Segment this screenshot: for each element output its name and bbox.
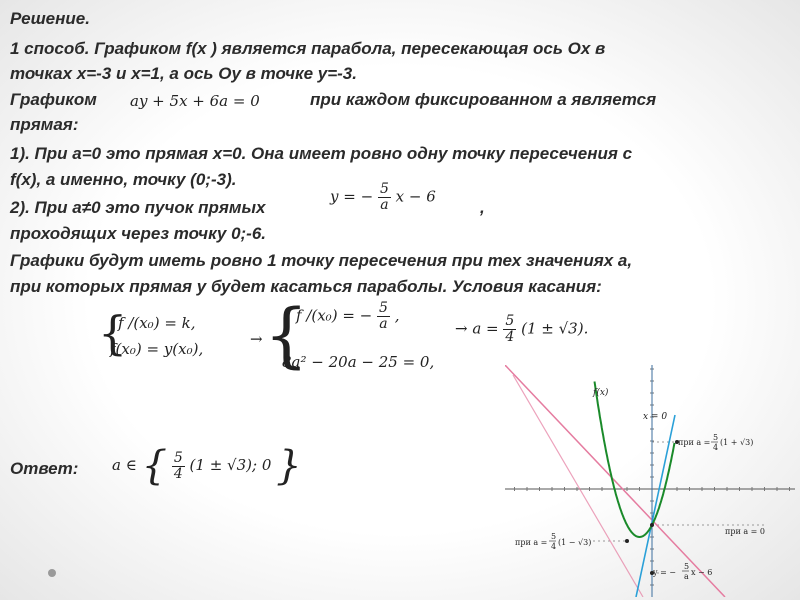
system2-row1-end: , (394, 306, 400, 325)
arrow-implies-1: → (250, 330, 263, 348)
heading-solution: Решение. (10, 9, 90, 28)
label-pencil-den: a (684, 572, 689, 581)
text-line-tangency: при которых прямая у будет касаться параболы. Условия касания: (10, 277, 602, 296)
answer-lhs: a ∈ (112, 456, 137, 474)
result-fraction (503, 314, 516, 345)
text-line-points: точках х=-3 и х=1, а ось Оу в точке у=-3. (10, 64, 357, 83)
slide-bullet-dot (48, 569, 56, 577)
label-pencil-suffix: x − 6 (691, 568, 713, 577)
text-line-through-point: проходящих через точку 0;-6. (10, 224, 267, 243)
fraction-numerator: 5 (173, 449, 183, 466)
formula-pencil (330, 182, 436, 213)
fraction-numerator: 5 (379, 300, 388, 316)
system2-row1-lhs: f /(x₀) = − (296, 306, 373, 325)
system1-row2: f(x₀) = y(x₀), (110, 340, 204, 358)
label-a-minus-suffix: (1 − √3) (558, 538, 592, 547)
parabola-curve (595, 382, 675, 538)
fraction-numerator: 5 (505, 313, 515, 329)
label-a-plus-suffix: (1 + √3) (720, 438, 754, 447)
answer-label: Ответ: (10, 459, 79, 478)
label-x-zero: x = 0 (643, 412, 668, 422)
label-fx: f(x) (593, 388, 609, 398)
function-graph (505, 365, 795, 597)
system2-brace: { (264, 294, 309, 376)
label-a-plus-den: 4 (713, 443, 719, 452)
fraction-denominator: a (380, 197, 389, 213)
formula-result (455, 314, 588, 345)
label-a-minus-den: 4 (551, 542, 557, 551)
formula-answer (112, 443, 302, 489)
tangent-line-a-minus (505, 365, 725, 597)
answer-close-brace: } (276, 443, 302, 489)
system2-row2: 8a² − 20a − 25 = 0, (282, 353, 435, 371)
result-rhs: (1 ± √3). (521, 319, 589, 338)
fraction-denominator: 4 (173, 465, 183, 482)
label-a-minus-num: 5 (551, 532, 557, 541)
label-pencil: y = − (653, 568, 677, 577)
text-line-graph-prefix: Графиком (10, 90, 97, 109)
fraction-denominator: a (379, 316, 388, 332)
tangent-line-pink-secondary (513, 375, 643, 597)
label-a-zero: при a = 0 (725, 527, 765, 536)
text-line-case1: 1). При а=0 это прямая х=0. Она имеет ровно одну точку пересечения с (10, 144, 633, 163)
text-line-point: f(x), а именно, точку (0;-3). (10, 170, 237, 189)
label-pencil-num: 5 (684, 562, 690, 571)
answer-rhs: (1 ± √3); 0 (189, 456, 272, 474)
label-a-plus-num: 5 (713, 433, 719, 442)
formula-pencil-rhs: x − 6 (395, 187, 436, 206)
text-line-method1: 1 способ. Графиком f(x ) является парабола, пересекающая ось Ох в (10, 39, 606, 58)
answer-open-brace: { (141, 443, 168, 489)
formula-line-equation: ay + 5x + 6a = 0 (130, 92, 260, 110)
tangent-point-a-minus (625, 539, 629, 543)
text-line-case2: 2). При а≠0 это пучок прямых (10, 198, 266, 217)
label-a-minus: при a = (515, 538, 548, 547)
answer-fraction (172, 451, 185, 482)
text-line-condition: Графики будут иметь ровно 1 точку пересечения при тех значениях а, (10, 251, 633, 270)
system2-row1 (296, 301, 400, 332)
system2-row1-fraction (377, 301, 390, 332)
fraction-numerator: 5 (379, 181, 389, 197)
system1-brace: { (98, 306, 128, 360)
fraction-denominator: 4 (505, 329, 515, 345)
label-a-plus: при a = (678, 438, 711, 447)
system1-row1: f /(x₀) = k, (118, 314, 196, 332)
text-line-comma: , (480, 198, 485, 217)
formula-pencil-lhs: y = − (330, 187, 374, 206)
text-line-straight: прямая: (10, 115, 79, 134)
text-line-graph-suffix: при каждом фиксированном а является (310, 90, 657, 109)
point-zero-minus3 (650, 523, 654, 527)
result-lhs: → a = (455, 319, 499, 338)
formula-pencil-fraction (378, 182, 391, 213)
